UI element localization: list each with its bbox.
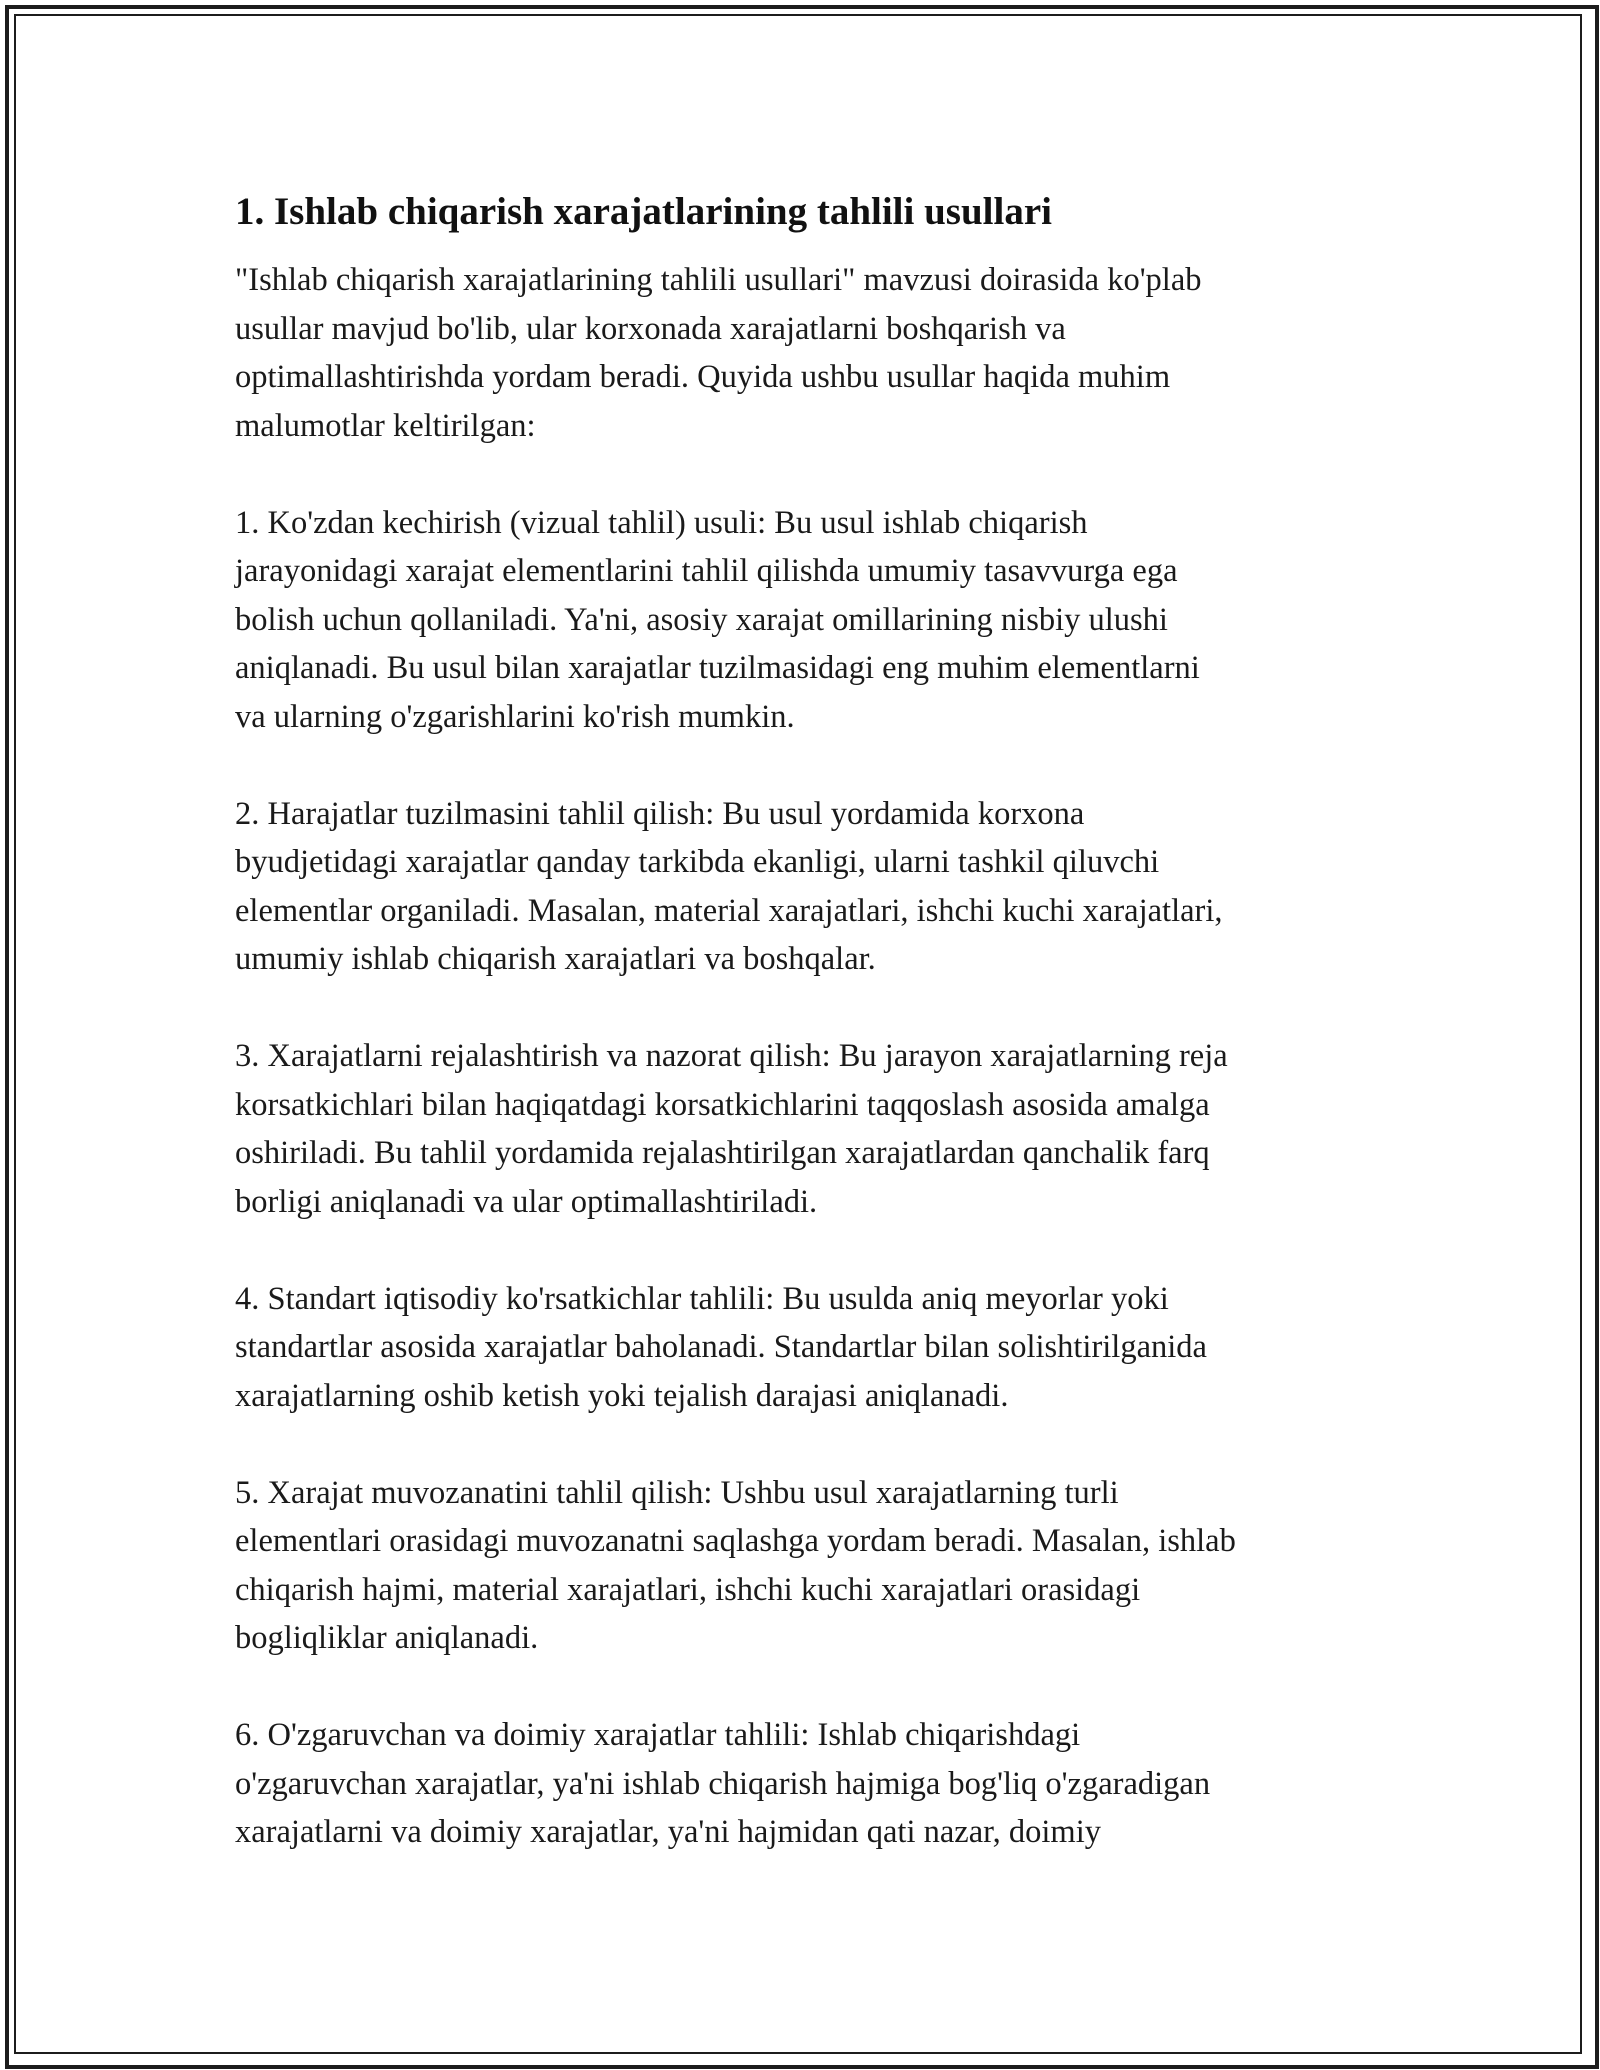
method-5-paragraph: 5. Xarajat muvozanatini tahlil qilish: Ushbu usul xarajatlarning turli elementlari orasidagi muvozanatni saqlashga yordam beradi. Masalan, ishlab chiqarish hajmi, material xarajatlari, ishchi kuchi xarajatlari orasidagi bogliqliklar aniqlanadi. [235, 1474, 1236, 1656]
method-1-paragraph: 1. Ko'zdan kechirish (vizual tahlil) usuli: Bu usul ishlab chiqarish jarayonidagi xarajat elementlarini tahlil qilishda umumiy tasavvurga ega bolish uchun qollaniladi. Ya'ni, asosiy xarajat omillarining nisbiy ulushi aniqlanadi. Bu usul bilan xarajatlar tuzilmasidagi eng muhim elementlarni va ularning o'zgarishlarini ko'rish mumkin. [235, 504, 1200, 735]
intro-paragraph: "Ishlab chiqarish xarajatlarining tahlili usullari" mavzusi doirasida ko'plab usullar mavjud bo'lib, ular korxonada xarajatlarni boshqarish va optimallashtirishda yordam beradi. Quyida ushbu usullar haqida muhim malumotlar keltirilgan: [235, 262, 1202, 444]
method-2-paragraph: 2. Harajatlar tuzilmasini tahlil qilish: Bu usul yordamida korxona byudjetidagi xarajatlar qanday tarkibda ekanligi, ularni tashkil qiluvchi elementlar organiladi. Masalan, material xarajatlari, ishchi kuchi xarajatlari, umumiy ishlab chiqarish xarajatlari va boshqalar. [235, 795, 1223, 977]
method-6-paragraph: 6. O'zgaruvchan va doimiy xarajatlar tahlili: Ishlab chiqarishdagi o'zgaruvchan xarajatlar, ya'ni ishlab chiqarish hajmiga bog'liq o'zgaradigan xarajatlarni va doimiy xarajatlar, ya'ni hajmidan qati nazar, doimiy [235, 1717, 1211, 1850]
document-body [235, 186, 1370, 1905]
method-4-paragraph: 4. Standart iqtisodiy ko'rsatkichlar tahlili: Bu usulda aniq meyorlar yoki standartlar asosida xarajatlar baholanadi. Standartlar bilan solishtirilganida xarajatlarning oshib ketish yoki tejalish darajasi aniqlanadi. [235, 1280, 1207, 1414]
document-title: 1. Ishlab chiqarish xarajatlarining tahlili usullari [235, 190, 1052, 233]
method-3-paragraph: 3. Xarajatlarni rejalashtirish va nazorat qilish: Bu jarayon xarajatlarning reja korsatkichlari bilan haqiqatdagi korsatkichlarini taqqoslash asosida amalga oshiriladi. Bu tahlil yordamida rejalashtirilgan xarajatlardan qanchalik farq borligi aniqlanadi va ular optimallashtiriladi. [235, 1038, 1228, 1220]
